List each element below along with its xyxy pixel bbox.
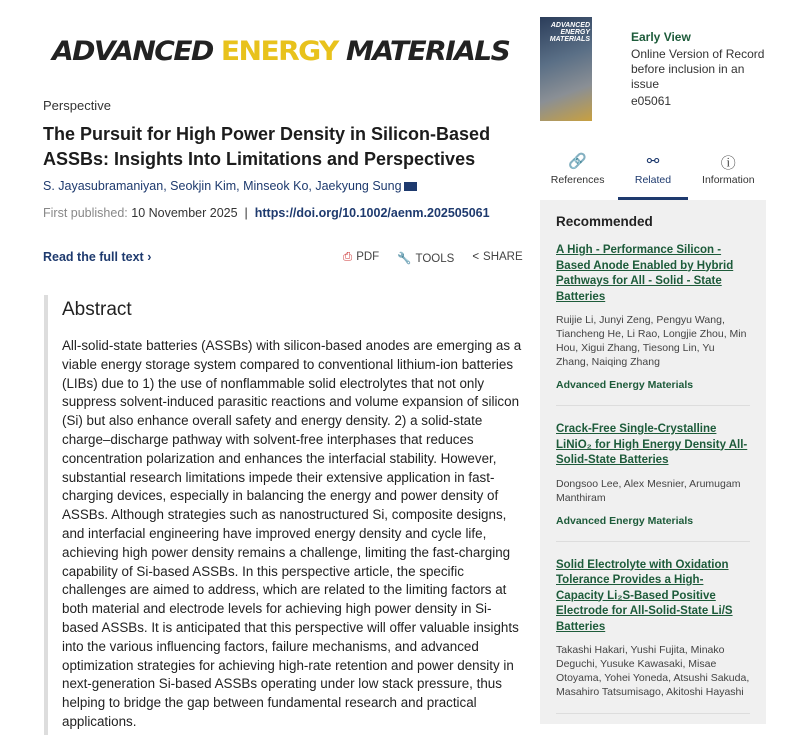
authors-link[interactable]: S. Jayasubramaniyan, Seokjin Kim, Minseok Ko, Jaekyung Sung xyxy=(43,179,402,193)
abstract-section xyxy=(44,295,522,735)
share-button[interactable]: < SHARE xyxy=(472,251,523,263)
author-list xyxy=(43,179,417,193)
network-icon: ⚯ xyxy=(646,153,660,170)
tab-references[interactable]: 🔗 References xyxy=(543,150,613,200)
article-tools xyxy=(343,251,523,265)
tab-information[interactable]: ⓘ Information xyxy=(693,150,763,200)
tools-button[interactable]: 🔧 TOOLS xyxy=(397,253,455,265)
abstract-heading: Abstract xyxy=(62,299,132,320)
recommended-heading: Recommended xyxy=(556,214,653,229)
pdf-button[interactable]: ⎙ PDF xyxy=(343,251,380,263)
recommended-article-link[interactable]: A High - Performance Silicon - Based Anode Enabled by Hybrid Pathways for All - Solid - State Batteries xyxy=(556,244,734,303)
recommended-article-link[interactable]: Solid Electrolyte with Oxidation Tolerance Provides a High-Capacity Li₂S-Based Positive Electrode for All-Solid-State Li/S Batteries xyxy=(556,558,733,633)
recommended-panel xyxy=(540,200,766,724)
doi-link[interactable]: https://doi.org/10.1002/aenm.202505061 xyxy=(254,206,490,220)
sidebar-tabs xyxy=(540,150,766,200)
recommended-article-link[interactable]: Crack-Free Single-Crystalline LiNiO₂ for High Energy Density All-Solid-State Batteries xyxy=(556,423,748,466)
link-icon: 🔗 xyxy=(568,153,587,170)
article-type: Perspective xyxy=(43,98,111,113)
info-icon: ⓘ xyxy=(720,155,736,172)
share-icon: < xyxy=(472,251,480,263)
journal-logo[interactable]: ADVANCED ENERGY MATERIALS xyxy=(52,36,510,67)
tab-related[interactable]: ⚯ Related xyxy=(618,150,688,200)
issue-info: Early View Online Version of Record before inclusion in an issue e05061 xyxy=(631,30,765,108)
chevron-right-icon: › xyxy=(147,250,152,264)
email-icon[interactable] xyxy=(404,182,417,191)
wrench-icon: 🔧 xyxy=(397,253,412,265)
list-item: A High - Performance Silicon - Based Anode Enabled by Hybrid Pathways for All - Solid - State Batteries Ruijie Li, Junyi Zeng, Pengyu Wang, Tiancheng He, Li Rao, Longjie Zhou, Min Hou, Xigui Zhang, Tiesong Lin, Yu Zhang, Naiqing Zhang Advanced Energy Materials xyxy=(556,243,750,406)
journal-cover-image[interactable]: ADVANCED ENERGY MATERIALS xyxy=(540,17,592,121)
abstract-text: All-solid-state batteries (ASSBs) with silicon-based anodes are emerging as a viable energy storage system compared to conventional lithium-ion batteries (LIBs) due to 1) the use of nonflammable solid electrolytes that not only suppress solvent-induced parasitic reactions and volume expansion of silicon (Si) but also enhance overall safety and energy density. 2) a solid-state charge–discharge pathway with solvent-free interphases that reduces concentration polarization and enhances the interfacial stability. However, substantial research limitations impede their extensive application in fast-charging devices, especially in balancing the energy and power density of ASSBs. Although strategies such as nanostructured Si, composite designs, and interfacial engineering have improved energy density and cycle life, achieving high power density remains a challenge, limiting the fast-charging capability of Si-based ASSBs. In this perspective article, the specific challenges are aimed to address, which are related to the limiting factors at both material and electrode levels for achieving high power density in Si-based ASSBs. It is anticipated that this perspective will offer valuable insights into the various influencing factors, failure mechanisms, and advanced optimization strategies for achieving high-rate retention and power density in next-generation Si-based ASSBs operating under low stack pressure, thus helping to bridge the gap between fundamental research and practical applications. xyxy=(62,338,522,729)
publication-info: First published: 10 November 2025 | https://doi.org/10.1002/aenm.202505061 xyxy=(43,206,490,220)
list-item: Solid Electrolyte with Oxidation Tolerance Provides a High-Capacity Li₂S-Based Positive Electrode for All-Solid-State Li/S Batteries Takashi Hakari, Yushi Fujita, Minako Deguchi, Yusuke Kawasaki, Misae Otoyama, Yohei Yoneda, Atsushi Sakuda, Masahiro Tatsumisago, Akitoshi Hayashi xyxy=(556,558,750,715)
pdf-icon: ⎙ xyxy=(343,251,353,263)
read-full-text-link[interactable]: Read the full text › xyxy=(43,250,152,264)
article-title: The Pursuit for High Power Density in Silicon-Based ASSBs: Insights Into Limitations and Perspectives xyxy=(43,124,491,169)
list-item: Crack-Free Single-Crystalline LiNiO₂ for High Energy Density All-Solid-State Batteries Dongsoo Lee, Alex Mesnier, Arumugam Manthiram Advanced Energy Materials xyxy=(556,422,750,542)
